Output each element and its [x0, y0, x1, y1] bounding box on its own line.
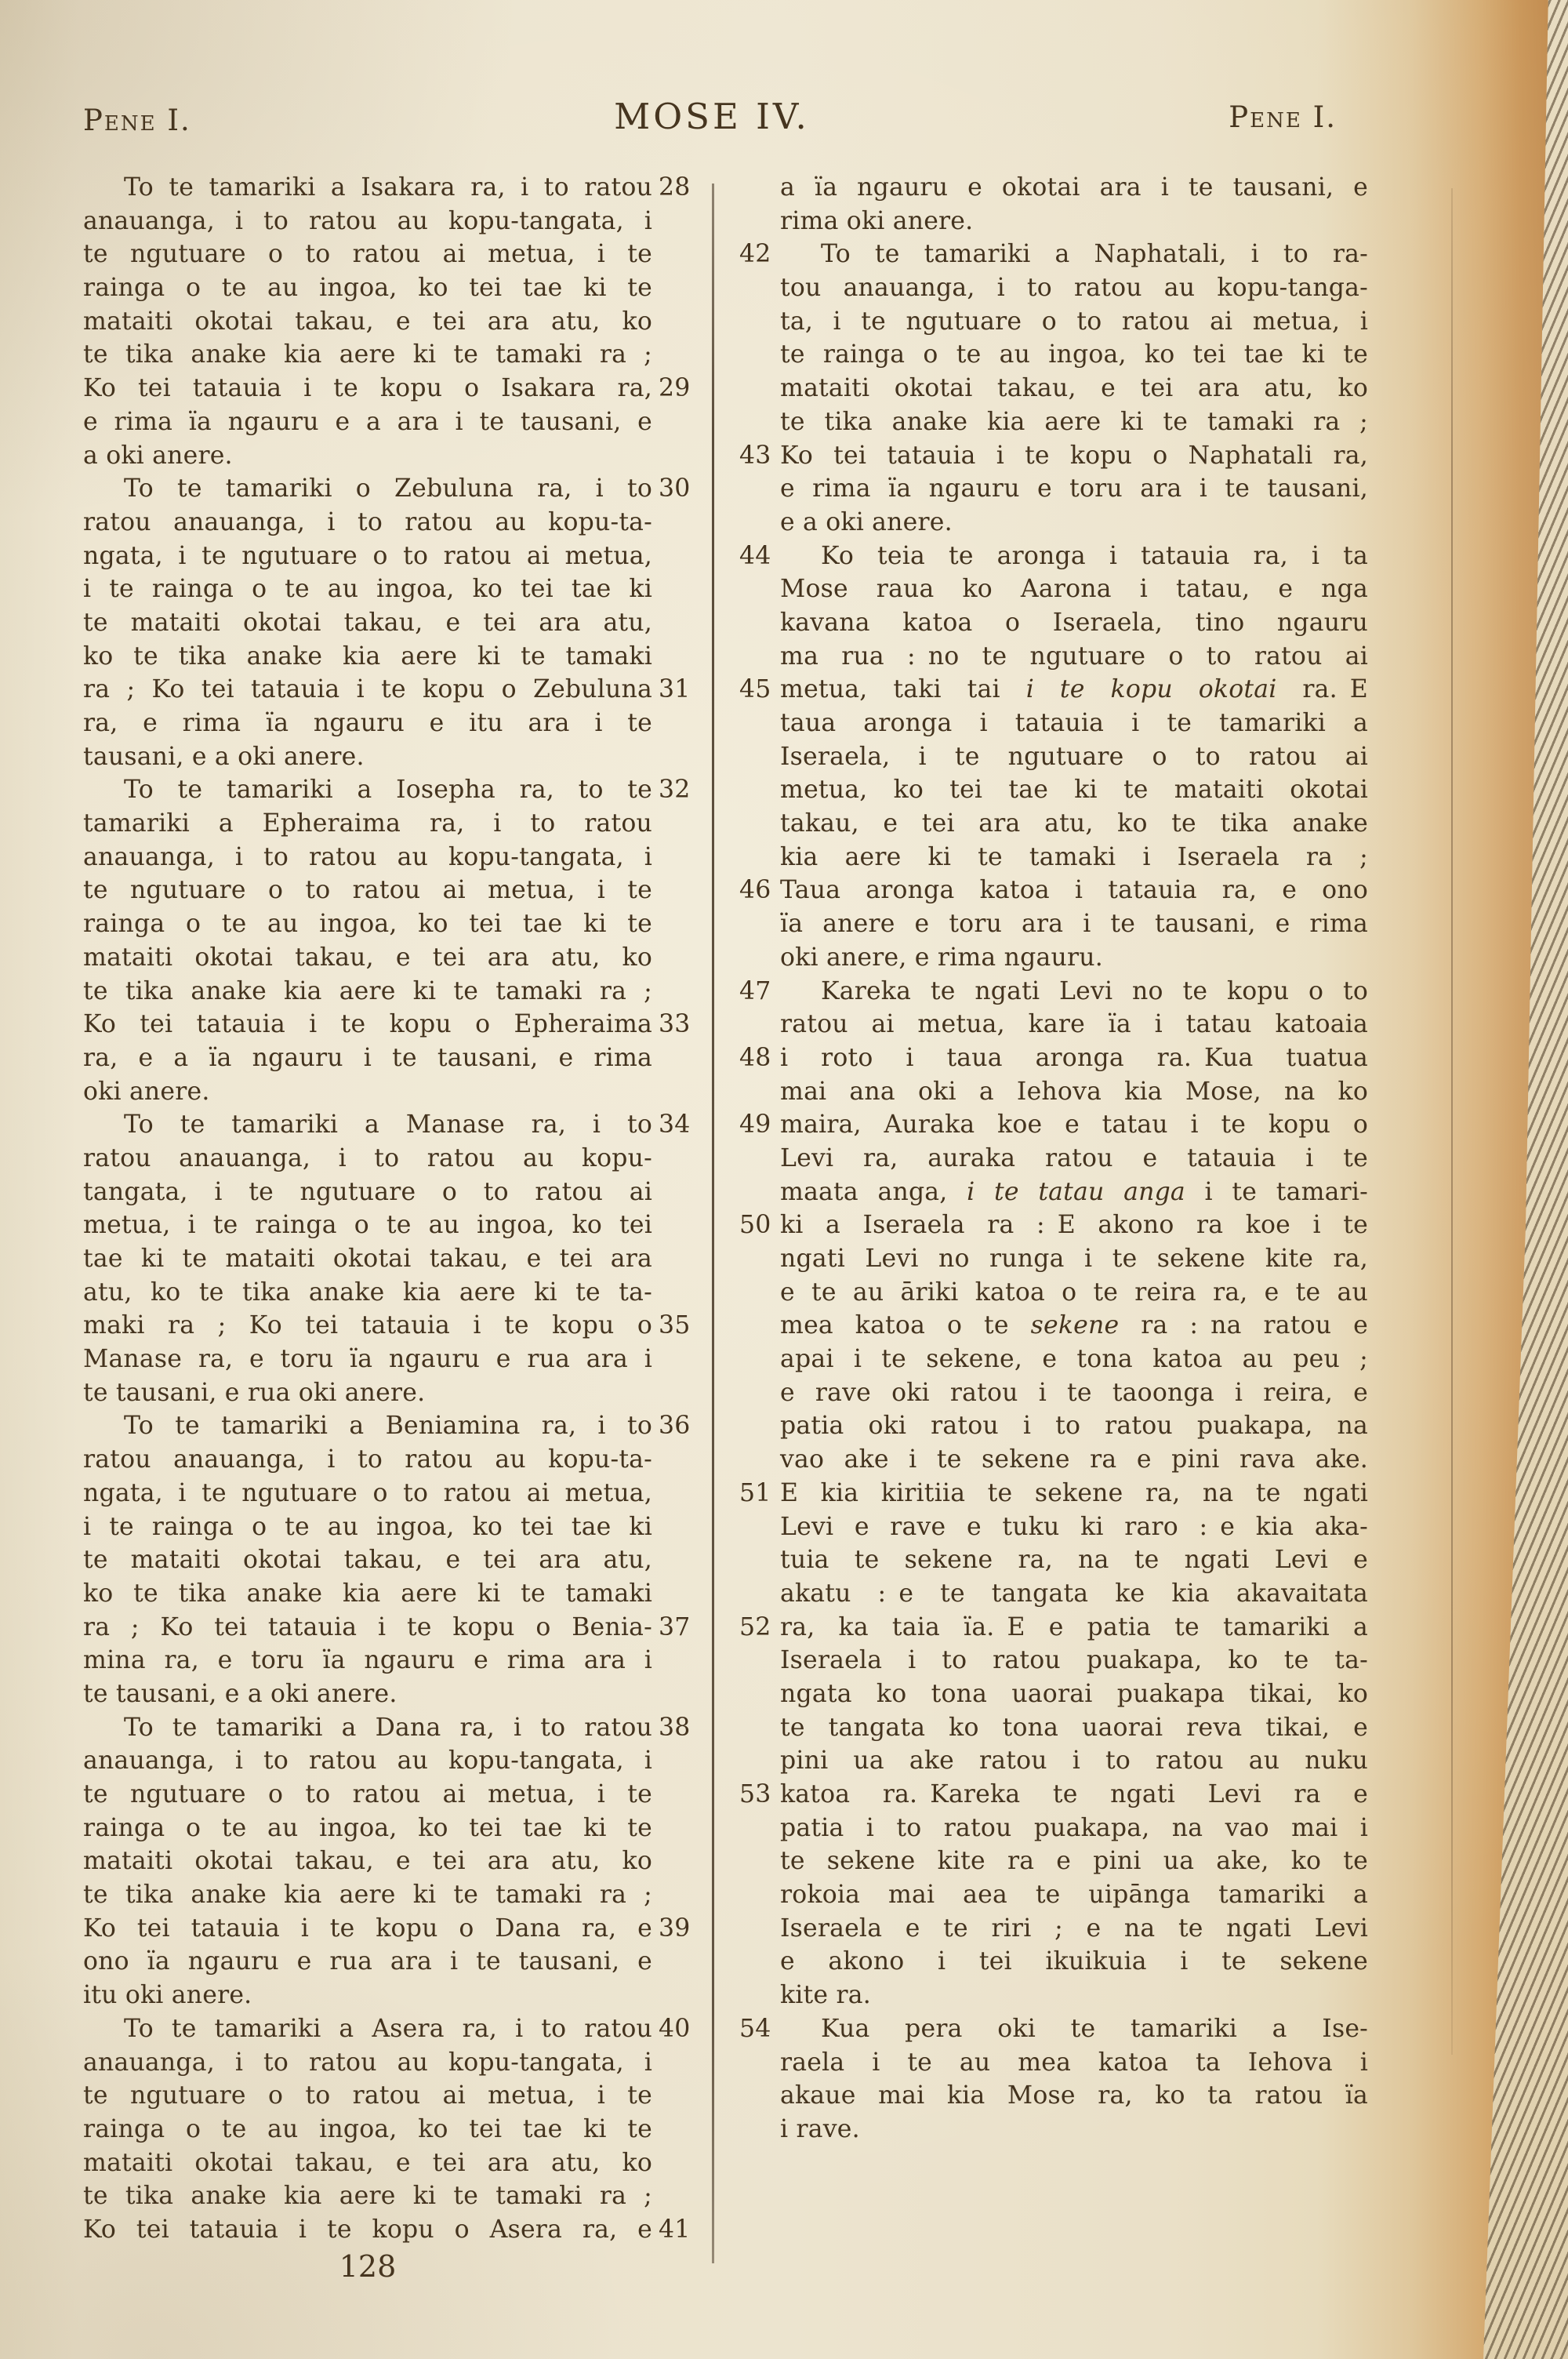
text-line: taua aronga i tatauia i te tamariki a [780, 709, 1368, 737]
verse-number: 51 [739, 1478, 771, 1507]
text-line: raela i te au mea katoa ta Iehova i [780, 2048, 1368, 2077]
text-line: rainga o te au ingoa, ko tei tae ki te [83, 1813, 652, 1842]
verse-number: 39 [659, 1914, 691, 1943]
page-number: 128 [339, 2249, 397, 2284]
text-line: mina ra, e toru ïa ngauru e rima ara i [83, 1646, 652, 1675]
verse-number: 41 [659, 2215, 691, 2244]
text-line: tou anauanga, i to ratou au kopu-tanga- [780, 274, 1368, 303]
text-line: e a oki anere. [780, 507, 953, 536]
text-line: e rave oki ratou i te taoonga i reira, e [780, 1378, 1368, 1407]
text-column-right [739, 171, 1368, 2146]
verse-number: 36 [659, 1412, 691, 1441]
verse-number: 30 [659, 474, 691, 503]
text-line: 51 E kia kiritiia te sekene ra, na te ngati [780, 1477, 1368, 1510]
text-line: mataiti okotai takau, e tei ara atu, ko [83, 307, 652, 336]
verse-number: 29 [659, 374, 691, 403]
book-title: MOSE IV. [614, 96, 810, 137]
text-line: ko te tika anake kia aere ki te tamaki [83, 1579, 652, 1608]
text-line: kavana katoa o Iseraela, tino ngauru [780, 608, 1368, 637]
text-line: te ngutuare o to ratou ai metua, i te [83, 876, 652, 905]
text-line: 29 Ko tei tatauia i te kopu o Isakara ra, [83, 372, 652, 405]
text-line: 31 ra ; Ko tei tatauia i te kopu o Zebuluna [83, 673, 652, 707]
verse-number: 44 [739, 541, 771, 570]
verse-number: 45 [739, 675, 771, 704]
text-line: anauanga, i to ratou au kopu-tangata, i [83, 206, 652, 235]
text-line: te tika anake kia aere ki te tamaki ra ; [83, 2182, 652, 2211]
text-line: metua, i te rainga o te au ingoa, ko tei [83, 1211, 652, 1240]
verse-number: 33 [659, 1010, 691, 1039]
text-line: mataiti okotai takau, e tei ara atu, ko [83, 1847, 652, 1876]
text-line: i rave. [780, 2114, 860, 2143]
verse-number: 42 [739, 240, 771, 269]
text-line: ratou anauanga, i to ratou au kopu- [83, 1143, 652, 1172]
text-line: tangata, i te ngutuare o to ratou ai [83, 1177, 652, 1206]
text-line: ngata ko tona uaorai puakapa tikai, ko [780, 1679, 1368, 1708]
text-line: 48 i roto i taua aronga ra. Kua tuatua [780, 1041, 1368, 1075]
text-line: oki anere, e rima ngauru. [780, 943, 1103, 972]
text-line: 44 Ko teia te aronga i tatauia ra, i ta [780, 540, 1368, 573]
right-margin-rule [1451, 188, 1453, 2055]
text-line: 36 To te tamariki a Beniamina ra, i to [83, 1409, 652, 1443]
text-line: te mataiti okotai takau, e tei ara atu, [83, 608, 652, 637]
text-line: kite ra. [780, 1981, 871, 2010]
text-line: ta, i te ngutuare o to ratou ai metua, i [780, 307, 1368, 336]
text-line: 50 ki a Iseraela ra : E akono ra koe i te [780, 1209, 1368, 1242]
text-line: rima oki anere. [780, 206, 974, 235]
text-line: 46 Taua aronga katoa i tatauia ra, e ono [780, 874, 1368, 907]
text-line: mea katoa o te sekene ra : na ratou e [780, 1311, 1368, 1340]
text-line: rainga o te au ingoa, ko tei tae ki te [83, 2114, 652, 2143]
text-line: Mose raua ko Aarona i tatau, e nga [780, 575, 1368, 604]
running-head-right: Pene I. [1229, 100, 1337, 134]
text-line: ngata, i te ngutuare o to ratou ai metua, [83, 541, 652, 570]
text-line: ratou anauanga, i to ratou au kopu-ta- [83, 1445, 652, 1474]
text-line: rainga o te au ingoa, ko tei tae ki te [83, 910, 652, 939]
verse-number: 32 [659, 776, 691, 805]
text-line: maata anga, i te tatau anga i te tamari- [780, 1177, 1368, 1206]
text-line: i te rainga o te au ingoa, ko tei tae ki [83, 1512, 652, 1541]
text-line: 54 Kua pera oki te tamariki a Ise- [780, 2012, 1368, 2046]
text-line: rokoia mai aea te uipānga tamariki a [780, 1881, 1368, 1910]
text-line: i te rainga o te au ingoa, ko tei tae ki [83, 575, 652, 604]
verse-number: 47 [739, 976, 771, 1005]
text-line: tamariki a Epheraima ra, i to ratou [83, 809, 652, 838]
verse-number: 28 [659, 173, 691, 202]
verse-number: 31 [659, 675, 691, 704]
verse-number: 34 [659, 1110, 691, 1140]
text-line: a oki anere. [83, 441, 233, 470]
text-line: anauanga, i to ratou au kopu-tangata, i [83, 842, 652, 871]
text-line: akatu : e te tangata ke kia akavaitata [780, 1579, 1368, 1608]
text-line: te tika anake kia aere ki te tamaki ra ; [83, 1881, 652, 1910]
text-line: te ngutuare o to ratou ai metua, i te [83, 240, 652, 269]
text-line: 53 katoa ra. Kareka te ngati Levi ra e [780, 1778, 1368, 1812]
text-line: 43 Ko tei tatauia i te kopu o Naphatali ra, [780, 439, 1368, 473]
text-line: tuia te sekene ra, na te ngati Levi e [780, 1546, 1368, 1575]
text-line: 42 To te tamariki a Naphatali, i to ra- [780, 238, 1368, 271]
text-line: e te au āriki katoa o te reira ra, e te au [780, 1278, 1368, 1307]
text-line: te tangata ko tona uaorai reva tikai, e [780, 1713, 1368, 1742]
text-line: ïa anere e toru ara i te tausani, e rima [780, 910, 1368, 939]
verse-number: 46 [739, 876, 771, 905]
text-line: 41 Ko tei tatauia i te kopu o Asera ra, e [83, 2213, 652, 2247]
text-line: atu, ko te tika anake kia aere ki te ta- [83, 1278, 652, 1307]
text-line: akaue mai kia Mose ra, ko ta ratou ïa [780, 2081, 1368, 2110]
text-line: kia aere ki te tamaki i Iseraela ra ; [780, 842, 1368, 871]
verse-number: 38 [659, 1713, 691, 1742]
text-line: vao ake i te sekene ra e pini rava ake. [780, 1445, 1368, 1474]
text-line: takau, e tei ara atu, ko te tika anake [780, 809, 1368, 838]
italic-phrase: i te tatau anga [967, 1177, 1185, 1206]
text-line: 34 To te tamariki a Manase ra, i to [83, 1108, 652, 1142]
text-line: tausani, e a oki anere. [83, 742, 365, 771]
text-line: mataiti okotai takau, e tei ara atu, ko [83, 2148, 652, 2177]
text-line: e rima ïa ngauru e a ara i te tausani, e [83, 407, 652, 436]
text-column-left [83, 171, 691, 2247]
text-line: Levi e rave e tuku ki raro : e kia aka- [780, 1512, 1368, 1541]
text-line: apai i te sekene, e tona katoa au peu ; [780, 1345, 1368, 1374]
text-line: patia oki ratou i to ratou puakapa, na [780, 1412, 1368, 1441]
text-line: ma rua : no te ngutuare o to ratou ai [780, 642, 1368, 671]
text-line: 49 maira, Auraka koe e tatau i te kopu o [780, 1108, 1368, 1142]
italic-phrase: sekene [1030, 1311, 1120, 1340]
text-line: mai ana oki a Iehova kia Mose, na ko [780, 1077, 1368, 1106]
text-line: rainga o te au ingoa, ko tei tae ki te [83, 274, 652, 303]
text-line: te tika anake kia aere ki te tamaki ra ; [83, 976, 652, 1005]
text-line: patia i to ratou puakapa, na vao mai i [780, 1813, 1368, 1842]
text-line: mataiti okotai takau, e tei ara atu, ko [83, 943, 652, 972]
text-line: ra, e rima ïa ngauru e itu ara i te [83, 709, 652, 737]
text-line: 45 metua, taki tai i te kopu okotai ra. E [780, 673, 1368, 707]
verse-number: 40 [659, 2014, 691, 2043]
text-line: 37 ra ; Ko tei tatauia i te kopu o Benia- [83, 1611, 652, 1645]
verse-number: 43 [739, 441, 771, 470]
text-line: oki anere. [83, 1077, 210, 1106]
verse-number: 50 [739, 1211, 771, 1240]
text-line: anauanga, i to ratou au kopu-tangata, i [83, 2048, 652, 2077]
text-line: 32 To te tamariki a Iosepha ra, to te [83, 773, 652, 807]
text-line: Iseraela e te riri ; e na te ngati Levi [780, 1914, 1368, 1943]
text-line: te ngutuare o to ratou ai metua, i te [83, 1780, 652, 1808]
text-line: te tika anake kia aere ki te tamaki ra ; [780, 407, 1368, 436]
text-line: e rima ïa ngauru e toru ara i te tausani, [780, 474, 1368, 503]
verse-number: 54 [739, 2014, 771, 2043]
text-line: 52 ra, ka taia ïa. E e patia te tamariki a [780, 1611, 1368, 1645]
text-line: e akono i tei ikuikuia i te sekene [780, 1947, 1368, 1976]
verse-number: 35 [659, 1311, 691, 1340]
text-line: ratou ai metua, kare ïa i tatau katoaia [780, 1010, 1368, 1039]
text-line: Manase ra, e toru ïa ngauru e rua ara i [83, 1345, 652, 1374]
text-line: Levi ra, auraka ratou e tatauia i te [780, 1143, 1368, 1172]
text-line: a ïa ngauru e okotai ara i te tausani, e [780, 173, 1368, 202]
text-line: ra, e a ïa ngauru i te tausani, e rima [83, 1043, 652, 1072]
text-line: ngati Levi no runga i te sekene kite ra, [780, 1245, 1368, 1273]
text-line: mataiti okotai takau, e tei ara atu, ko [780, 374, 1368, 403]
text-line: te tika anake kia aere ki te tamaki ra ; [83, 340, 652, 369]
text-line: te ngutuare o to ratou ai metua, i te [83, 2081, 652, 2110]
verse-number: 52 [739, 1612, 771, 1641]
text-line: te mataiti okotai takau, e tei ara atu, [83, 1546, 652, 1575]
text-line: te sekene kite ra e pini ua ake, ko te [780, 1847, 1368, 1876]
text-line: ratou anauanga, i to ratou au kopu-ta- [83, 507, 652, 536]
text-line: te tausani, e rua oki anere. [83, 1378, 426, 1407]
next-page-edge [1474, 0, 1568, 2359]
text-line: 47 Kareka te ngati Levi no te kopu o to [780, 975, 1368, 1009]
text-line: 33 Ko tei tatauia i te kopu o Epheraima [83, 1008, 652, 1041]
text-line: te tausani, e a oki anere. [83, 1679, 397, 1708]
text-line: ko te tika anake kia aere ki te tamaki [83, 642, 652, 671]
verse-number: 37 [659, 1612, 691, 1641]
text-line: 40 To te tamariki a Asera ra, i to ratou [83, 2012, 652, 2046]
text-line: anauanga, i to ratou au kopu-tangata, i [83, 1747, 652, 1776]
text-line: itu oki anere. [83, 1981, 252, 2010]
verse-number: 48 [739, 1043, 771, 1072]
text-line: pini ua ake ratou i to ratou au nuku [780, 1747, 1368, 1776]
text-line: tae ki te mataiti okotai takau, e tei ara [83, 1245, 652, 1273]
text-line: metua, ko tei tae ki te mataiti okotai [780, 776, 1368, 805]
text-line: ngata, i te ngutuare o to ratou ai metua, [83, 1478, 652, 1507]
verse-number: 49 [739, 1110, 771, 1140]
text-line: Iseraela i to ratou puakapa, ko te ta- [780, 1646, 1368, 1675]
text-line: 39 Ko tei tatauia i te kopu o Dana ra, e [83, 1912, 652, 1946]
text-line: ono ïa ngauru e rua ara i te tausani, e [83, 1947, 652, 1976]
text-line: 35 maki ra ; Ko tei tatauia i te kopu o [83, 1309, 652, 1343]
italic-phrase: i te kopu okotai [1025, 675, 1277, 704]
verse-number: 53 [739, 1780, 771, 1808]
text-line: te rainga o te au ingoa, ko tei tae ki te [780, 340, 1368, 369]
text-line: 28 To te tamariki a Isakara ra, i to ratou [83, 171, 652, 205]
running-head-left: Pene I. [83, 104, 191, 137]
text-line: Iseraela, i te ngutuare o to ratou ai [780, 742, 1368, 771]
text-line: 38 To te tamariki a Dana ra, i to ratou [83, 1711, 652, 1745]
text-line: 30 To te tamariki o Zebuluna ra, i to [83, 472, 652, 506]
